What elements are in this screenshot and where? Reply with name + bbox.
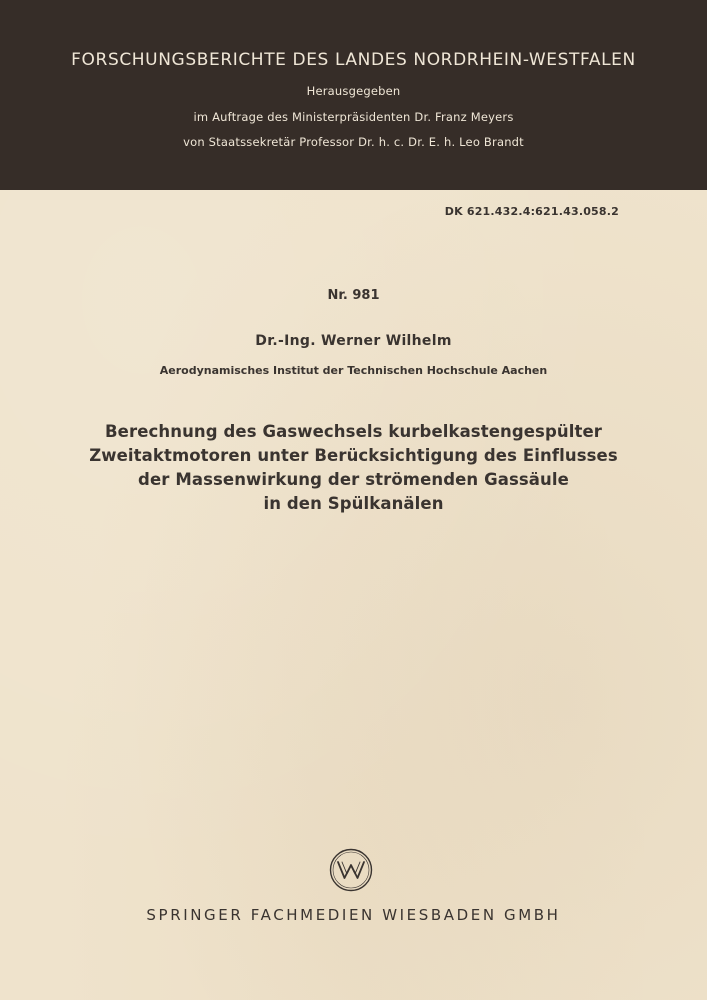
author-institute: Aerodynamisches Institut der Technischen Hochschule Aachen bbox=[159, 364, 548, 377]
report-number: Nr. 981 bbox=[327, 288, 380, 303]
series-header bbox=[0, 0, 707, 190]
report-title bbox=[0, 420, 707, 516]
editor-label: Herausgegeben bbox=[306, 84, 401, 98]
classification-code: DK 621.432.4:621.43.058.2 bbox=[444, 205, 619, 218]
author-name: Dr.-Ing. Werner Wilhelm bbox=[255, 333, 452, 349]
publisher-logo-icon bbox=[329, 848, 373, 892]
editor-line-1: im Auftrage des Ministerpräsidenten Dr. Franz Meyers bbox=[193, 110, 514, 124]
editor-line-2: von Staatssekretär Professor Dr. h. c. Dr. E. h. Leo Brandt bbox=[183, 135, 524, 149]
title-line: Zweitaktmotoren unter Berücksichtigung des Einflusses bbox=[89, 446, 618, 465]
series-title: FORSCHUNGSBERICHTE DES LANDES NORDRHEIN-WESTFALEN bbox=[71, 50, 636, 70]
title-line: der Massenwirkung der strömenden Gassäule bbox=[138, 470, 569, 489]
title-line: Berechnung des Gaswechsels kurbelkastengespülter bbox=[105, 422, 602, 441]
title-line: in den Spülkanälen bbox=[263, 494, 444, 513]
publisher-name: SPRINGER FACHMEDIEN WIESBADEN GMBH bbox=[146, 906, 561, 924]
